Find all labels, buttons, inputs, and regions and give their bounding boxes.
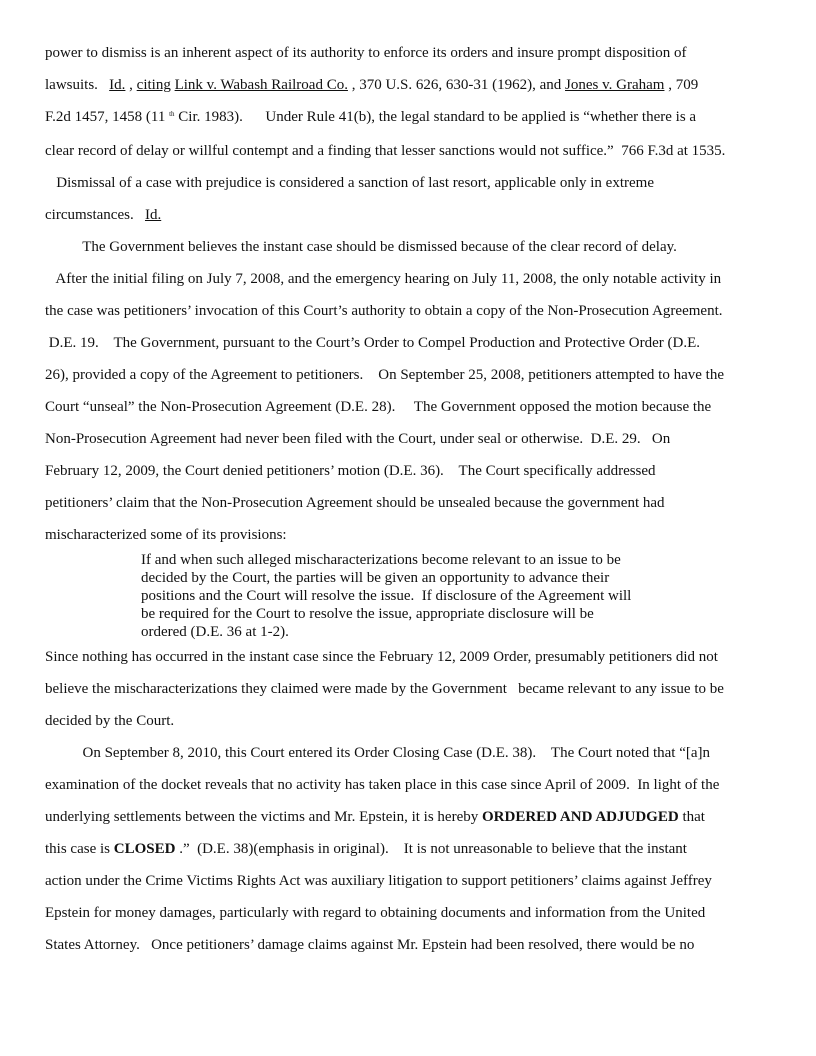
bold-text: ORDERED AND ADJUDGED [482,809,679,825]
text-run: that [678,809,705,825]
text-line: mischaracterized some of its provisions: [45,527,287,543]
text-line: power to dismiss is an inherent aspect of its authority to enforce its orders and insure prompt disposition of [45,45,687,61]
citation-signal: citing [136,77,171,93]
text-line: examination of the docket reveals that no activity has taken place in this case since April of 2009. In light of the [45,777,720,793]
text-line: Court “unseal” the Non-Prosecution Agreement (D.E. 28). The Government opposed the motion because the [45,399,712,415]
case-name: Link v. Wabash Railroad Co. [174,77,348,93]
text-line: believe the mischaracterizations they claimed were made by the Government became relevant to any issue to be [45,681,724,697]
text-line: Non-Prosecution Agreement had never been filed with the Court, under seal or otherwise. D.E. 29. On [45,431,671,447]
text-line: February 12, 2009, the Court denied petitioners’ motion (D.E. 36). The Court specifically addressed [45,463,656,479]
citation-id: Id. [144,207,162,223]
text-line [45,76,698,94]
text-run: underlying settlements between the victims and Mr. Epstein, it is hereby [45,809,482,825]
quote-line: positions and the Court will resolve the issue. If disclosure of the Agreement will [141,588,632,604]
quote-line: be required for the Court to resolve the issue, appropriate disclosure will be [141,606,594,622]
text-line [45,108,696,128]
text-line: action under the Crime Victims Rights Act was auxiliary litigation to support petitioners’ claims against Jeffrey [45,873,712,889]
text-line: Dismissal of a case with prejudice is considered a sanction of last resort, applicable only in extreme [45,175,654,191]
text-line: The Government believes the instant case should be dismissed because of the clear record of delay. [45,239,677,255]
bold-text: CLOSED [113,841,176,857]
text-line: decided by the Court. [45,713,175,729]
text-line: After the initial filing on July 7, 2008, and the emergency hearing on July 11, 2008, the only notable activity in [45,271,722,287]
text-run: lawsuits. [45,77,110,93]
text-line: 26), provided a copy of the Agreement to petitioners. On September 25, 2008, petitioners attempted to have the [45,367,724,383]
text-run: circumstances. [45,207,145,223]
text-line: clear record of delay or willful contempt and a finding that lesser sanctions would not suffice.” 766 F.3d at 1535. [45,143,726,159]
quote-line: If and when such alleged mischaracterizations become relevant to an issue to be [141,552,621,568]
text-line: the case was petitioners’ invocation of this Court’s authority to obtain a copy of the Non-Prosecution Agreement. [45,303,723,319]
text-run: , 370 U.S. 626, 630-31 (1962), and [347,77,566,93]
text-line: On September 8, 2010, this Court entered its Order Closing Case (D.E. 38). The Court noted that “[a]n [45,745,711,761]
text-run: F.2d 1457, 1458 (11 [45,109,170,125]
text-line: petitioners’ claim that the Non-Prosecution Agreement should be unsealed because the government had [45,495,665,511]
text-line: States Attorney. Once petitioners’ damage claims against Mr. Epstein had been resolved, there would be no [45,937,695,953]
text-line: D.E. 19. The Government, pursuant to the Court’s Order to Compel Production and Protective Order (D.E. [45,335,701,351]
case-name: Jones v. Graham [565,77,665,93]
text-line [45,206,161,224]
citation-id: Id. [109,77,126,93]
text-line [45,840,687,858]
quote-line: decided by the Court, the parties will be given an opportunity to advance their [141,570,610,586]
text-run: .” (D.E. 38)(emphasis in original). It is not unreasonable to believe that the instant [175,841,687,857]
superscript: th [169,110,175,118]
quote-line: ordered (D.E. 36 at 1-2). [141,624,289,640]
text-run: Cir. 1983). Under Rule 41(b), the legal standard to be applied is “whether there is a [174,109,697,125]
text-run: this case is [45,841,114,857]
text-line: Epstein for money damages, particularly with regard to obtaining documents and information from the United [45,905,706,921]
text-line: Since nothing has occurred in the instant case since the February 12, 2009 Order, presumably petitioners did not [45,649,718,665]
text-run: , [125,77,137,93]
text-run: , 709 [664,77,699,93]
text-line [45,808,705,826]
